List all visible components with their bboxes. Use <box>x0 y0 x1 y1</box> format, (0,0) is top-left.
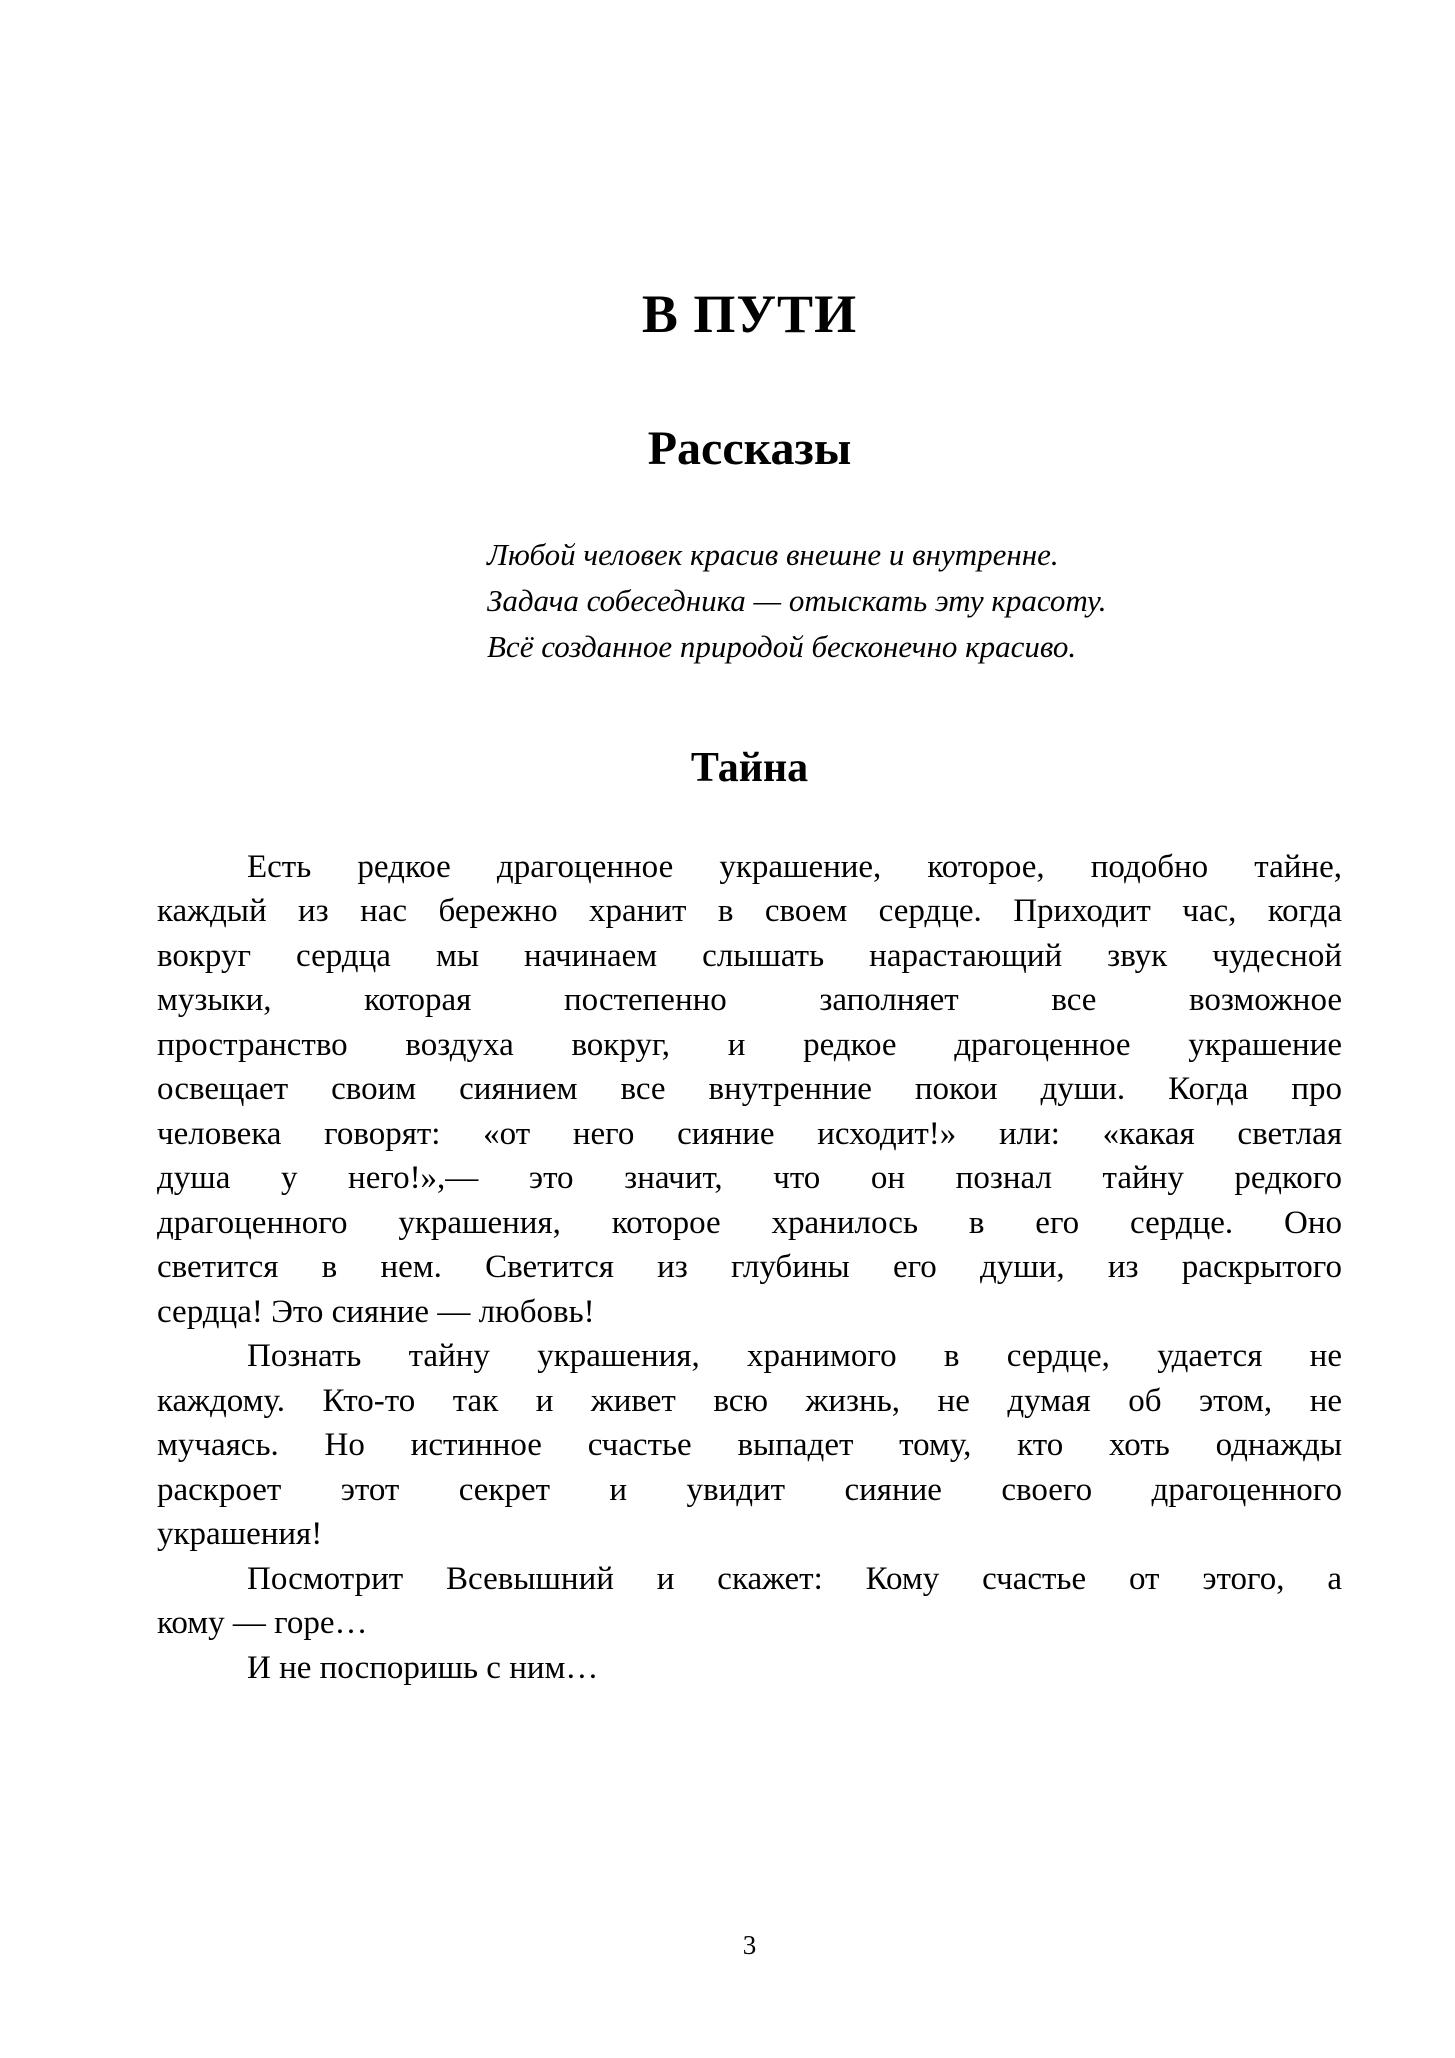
paragraph-line: Познать тайну украшения, хранимого в сердце, удается не <box>247 1338 1342 1375</box>
paragraph-line: украшения! <box>157 1516 323 1553</box>
epigraph-line: Всё созданное природой бесконечно красиво. <box>487 629 1077 665</box>
paragraph-line: каждый из нас бережно хранит в своем сердце. Приходит час, когда <box>157 893 1342 930</box>
paragraph-line: мучаясь. Но истинное счастье выпадет тому, кто хоть однажды <box>157 1427 1342 1464</box>
paragraph-line: драгоценного украшения, которое хранилось в его сердце. Оно <box>157 1204 1342 1241</box>
epigraph <box>487 532 1342 670</box>
paragraph <box>157 1646 1342 1691</box>
paragraph-line: вокруг сердца мы начинаем слышать нарастающий звук чудесной <box>157 937 1342 974</box>
paragraph <box>157 1334 1342 1557</box>
paragraph-line: музыки, которая постепенно заполняет все возможное <box>157 982 1342 1019</box>
text-block <box>157 0 1342 1690</box>
body-text <box>157 845 1342 1691</box>
paragraph-line: человека говорят: «от него сияние исходит!» или: «какая светлая <box>157 1115 1342 1152</box>
paragraph-line: светится в нем. Светится из глубины его души, из раскрытого <box>157 1249 1342 1286</box>
paragraph-line: освещает своим сиянием все внутренние покои души. Когда про <box>157 1071 1342 1108</box>
section-heading: Тайна <box>690 745 809 792</box>
paragraph-line: душа у него!»,— это значит, что он познал тайну редкого <box>157 1160 1342 1197</box>
paragraph-line: И не поспоришь с ним… <box>247 1649 599 1686</box>
document-subtitle: Рассказы <box>647 422 852 476</box>
paragraph-line: Есть редкое драгоценное украшение, которое, подобно тайне, <box>247 848 1342 885</box>
document-title: В ПУТИ <box>641 284 858 344</box>
page-number: 3 <box>742 1930 757 1960</box>
epigraph-line: Задача собеседника — отыскать эту красоту. <box>487 583 1107 619</box>
paragraph-line: раскроет этот секрет и увидит сияние своего драгоценного <box>157 1471 1342 1508</box>
paragraph-line: каждому. Кто-то так и живет всю жизнь, не думая об этом, не <box>157 1382 1342 1419</box>
epigraph-line: Любой человек красив внешне и внутренне. <box>487 537 1059 573</box>
paragraph <box>157 845 1342 1335</box>
paragraph-line: Посмотрит Всевышний и скажет: Кому счастье от этого, а <box>247 1560 1342 1597</box>
paragraph-line: пространство воздуха вокруг, и редкое драгоценное украшение <box>157 1026 1342 1063</box>
paragraph-line: кому — горе… <box>157 1605 368 1642</box>
paragraph <box>157 1557 1342 1646</box>
paragraph-line: сердца! Это сияние — любовь! <box>157 1293 595 1330</box>
